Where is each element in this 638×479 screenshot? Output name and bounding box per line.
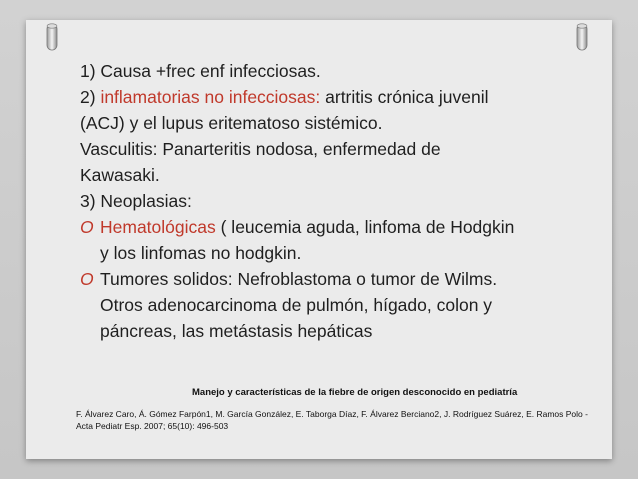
bullet-mark: O [80,269,94,289]
reference-authors: F. Álvarez Caro, Á. Gómez Farpón1, M. García González, E. Taborga Díaz, F. Álvarez Berciano2, J. Rodríguez Suárez, E. Ramos Polo - [76,409,588,419]
item-2-line-2: (ACJ) y el lupus eritematoso sistémico. [80,113,383,133]
slide-body [80,58,580,344]
reference-journal: Acta Pediatr Esp. 2007; 65(10): 496-503 [76,421,229,431]
tumores-line-3: páncreas, las metástasis hepáticas [100,321,373,341]
item-2-prefix: 2) [80,87,101,107]
bullet-tumores [80,266,580,344]
vasculitis-line-2: Kawasaki. [80,165,160,185]
pin-icon [574,22,590,54]
item-2-rest: artritis crónica juvenil [320,87,489,107]
bullet-mark: O [80,217,94,237]
bullet-hematologicas [80,214,580,266]
item-1: 1) Causa +frec enf infecciosas. [80,61,321,81]
item-2 [80,84,580,110]
item-3: 3) Neoplasias: [80,191,192,211]
tumores-line-2: Otros adenocarcinoma de pulmón, hígado, colon y [100,295,493,315]
pin-icon [44,22,60,54]
tumores-line-1: Tumores solidos: Nefroblastoma o tumor de Wilms. [100,269,498,289]
item-2-highlight: inflamatorias no infecciosas: [100,87,321,107]
hematologicas-line-2: y los linfomas no hodgkin. [100,243,302,263]
reference-citation [76,408,596,432]
vasculitis-line-1: Vasculitis: Panarteritis nodosa, enfermedad de [80,139,441,159]
reference-title: Manejo y características de la fiebre de origen desconocido en pediatría [192,387,518,398]
hematologicas-highlight: Hematológicas [100,217,216,237]
hematologicas-rest: ( leucemia aguda, linfoma de Hodgkin [215,217,515,237]
